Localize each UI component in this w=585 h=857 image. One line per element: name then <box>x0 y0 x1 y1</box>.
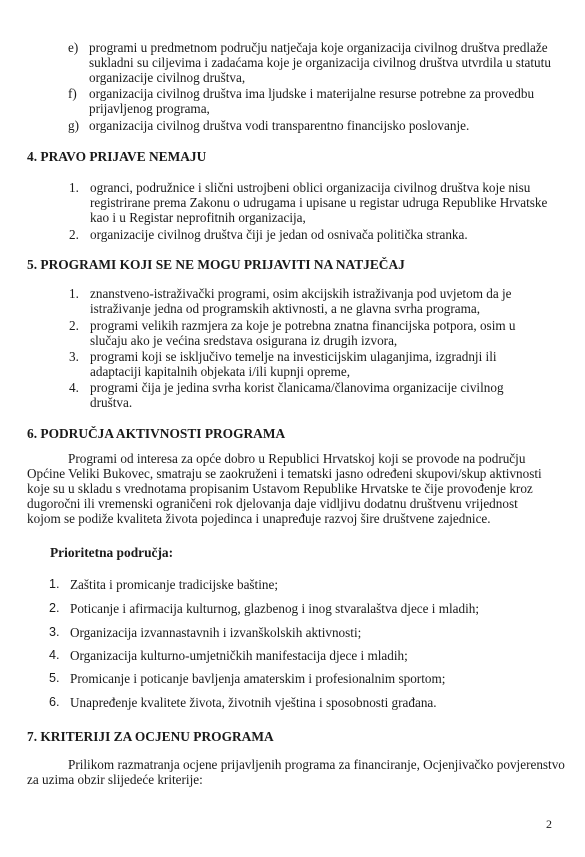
paragraph-line: za uzima obzir slijedeće kriterije: <box>27 772 203 787</box>
list-marker: 2. <box>69 318 79 333</box>
section-heading: 4. PRAVO PRIJAVE NEMAJU <box>27 149 207 164</box>
list-item-line: registrirane prema Zakonu o udrugama i upisane u registar udruga Republike Hrvatske <box>90 195 548 210</box>
list-item-line: programi čija je jedina svrha korist članicama/članovima organizacije civilnog <box>90 380 504 395</box>
list-item-line: kao i u Registar neprofitnih organizacija, <box>90 210 306 225</box>
list-item-line: društva. <box>90 395 133 410</box>
page-number: 2 <box>546 817 552 831</box>
list-marker: 6. <box>49 695 60 709</box>
list-item-line: organizacija civilnog društva ima ljudske i materijalne resurse potrebne za provedbu <box>89 86 535 101</box>
priority-item: Organizacija kulturno-umjetničkih manifestacija djece i mladih; <box>70 648 408 663</box>
list-item-line: organizacija civilnog društva vodi transparentno financijsko poslovanje. <box>89 118 470 133</box>
paragraph-line: Općine Veliki Bukovec, smatraju se zaokruženi i tematski jasno određeni skupovi/skup aktivnosti <box>27 466 542 481</box>
list-marker: f) <box>68 86 77 101</box>
list-item-line: programi koji se isključivo temelje na investicijskim ulaganjima, izgradnji ili <box>90 349 497 364</box>
list-marker: 3. <box>49 625 60 639</box>
list-item-line: prijavljenog programa, <box>89 101 210 116</box>
list-marker: g) <box>68 118 79 133</box>
paragraph-line: kojom se podiže kvaliteta života pojedinca i unapređuje razvoj šire društvene zajednice. <box>27 511 491 526</box>
list-marker: 1. <box>69 180 79 195</box>
section-heading: 5. PROGRAMI KOJI SE NE MOGU PRIJAVITI NA NATJEČAJ <box>27 257 405 272</box>
list-marker: 1. <box>69 286 79 301</box>
list-marker: 1. <box>49 577 60 591</box>
priority-item: Promicanje i poticanje bavljenja amaterskim i profesionalnim sportom; <box>70 671 446 686</box>
subheading-priority-areas: Prioritetna područja: <box>50 545 174 560</box>
list-marker: 4. <box>49 648 60 662</box>
section-heading: 7. KRITERIJI ZA OCJENU PROGRAMA <box>27 729 274 744</box>
paragraph-line: koje su u skladu s vrednotama propisanim Ustavom Republike Hrvatske te čije provođenje kroz <box>27 481 533 496</box>
priority-item: Unapređenje kvalitete života, životnih vještina i sposobnosti građana. <box>70 695 437 710</box>
list-item-line: adaptaciji kapitalnih objekata i/ili kupnji opreme, <box>90 364 351 379</box>
priority-item: Zaštita i promicanje tradicijske baštine; <box>70 577 278 592</box>
priority-item: Poticanje i afirmacija kulturnog, glazbenog i inog stvaralaštva djece i mladih; <box>70 601 480 616</box>
list-item-line: znanstveno-istraživački programi, osim akcijskih istraživanja pod uvjetom da je <box>90 286 512 301</box>
list-marker: 2. <box>69 227 79 242</box>
list-item-line: ogranci, podružnice i slični ustrojbeni oblici organizacija civilnog društva koje nisu <box>90 180 531 195</box>
list-marker: 2. <box>49 601 60 615</box>
paragraph-line: Programi od interesa za opće dobro u Republici Hrvatskoj koji se provode na području <box>68 451 526 466</box>
list-item-line: slučaju ako je većina sredstava osigurana iz drugih izvora, <box>90 333 398 348</box>
list-marker: e) <box>68 40 79 55</box>
list-item-line: organizacije civilnog društva čiji je jedan od osnivača politička stranka. <box>90 227 468 242</box>
list-item-line: programi velikih razmjera za koje je potrebna znatna financijska potpora, osim u <box>90 318 516 333</box>
list-item-line: organizacije civilnog društva, <box>89 70 246 85</box>
section-heading: 6. PODRUČJA AKTIVNOSTI PROGRAMA <box>27 426 286 441</box>
list-item-line: istraživanje jedna od programskih aktivnosti, a ne glavna svrha programa, <box>90 301 481 316</box>
paragraph-line: dugoročni ili vremenski ograničeni rok djelovanja daje vidljivu dodatnu društvenu vrijednost <box>27 496 518 511</box>
paragraph-line: Prilikom razmatranja ocjene prijavljenih programa za financiranje, Ocjenjivačko povjerenstvo <box>68 757 565 772</box>
list-marker: 4. <box>69 380 79 395</box>
list-marker: 3. <box>69 349 79 364</box>
list-item-line: sukladni su ciljevima i zadaćama koje je organizacija civilnog društva utvrdila u statutu <box>89 55 551 70</box>
list-marker: 5. <box>49 671 60 685</box>
list-item-line: programi u predmetnom području natječaja koje organizacija civilnog društva predlaže <box>89 40 548 55</box>
priority-item: Organizacija izvannastavnih i izvanškolskih aktivnosti; <box>70 625 362 640</box>
